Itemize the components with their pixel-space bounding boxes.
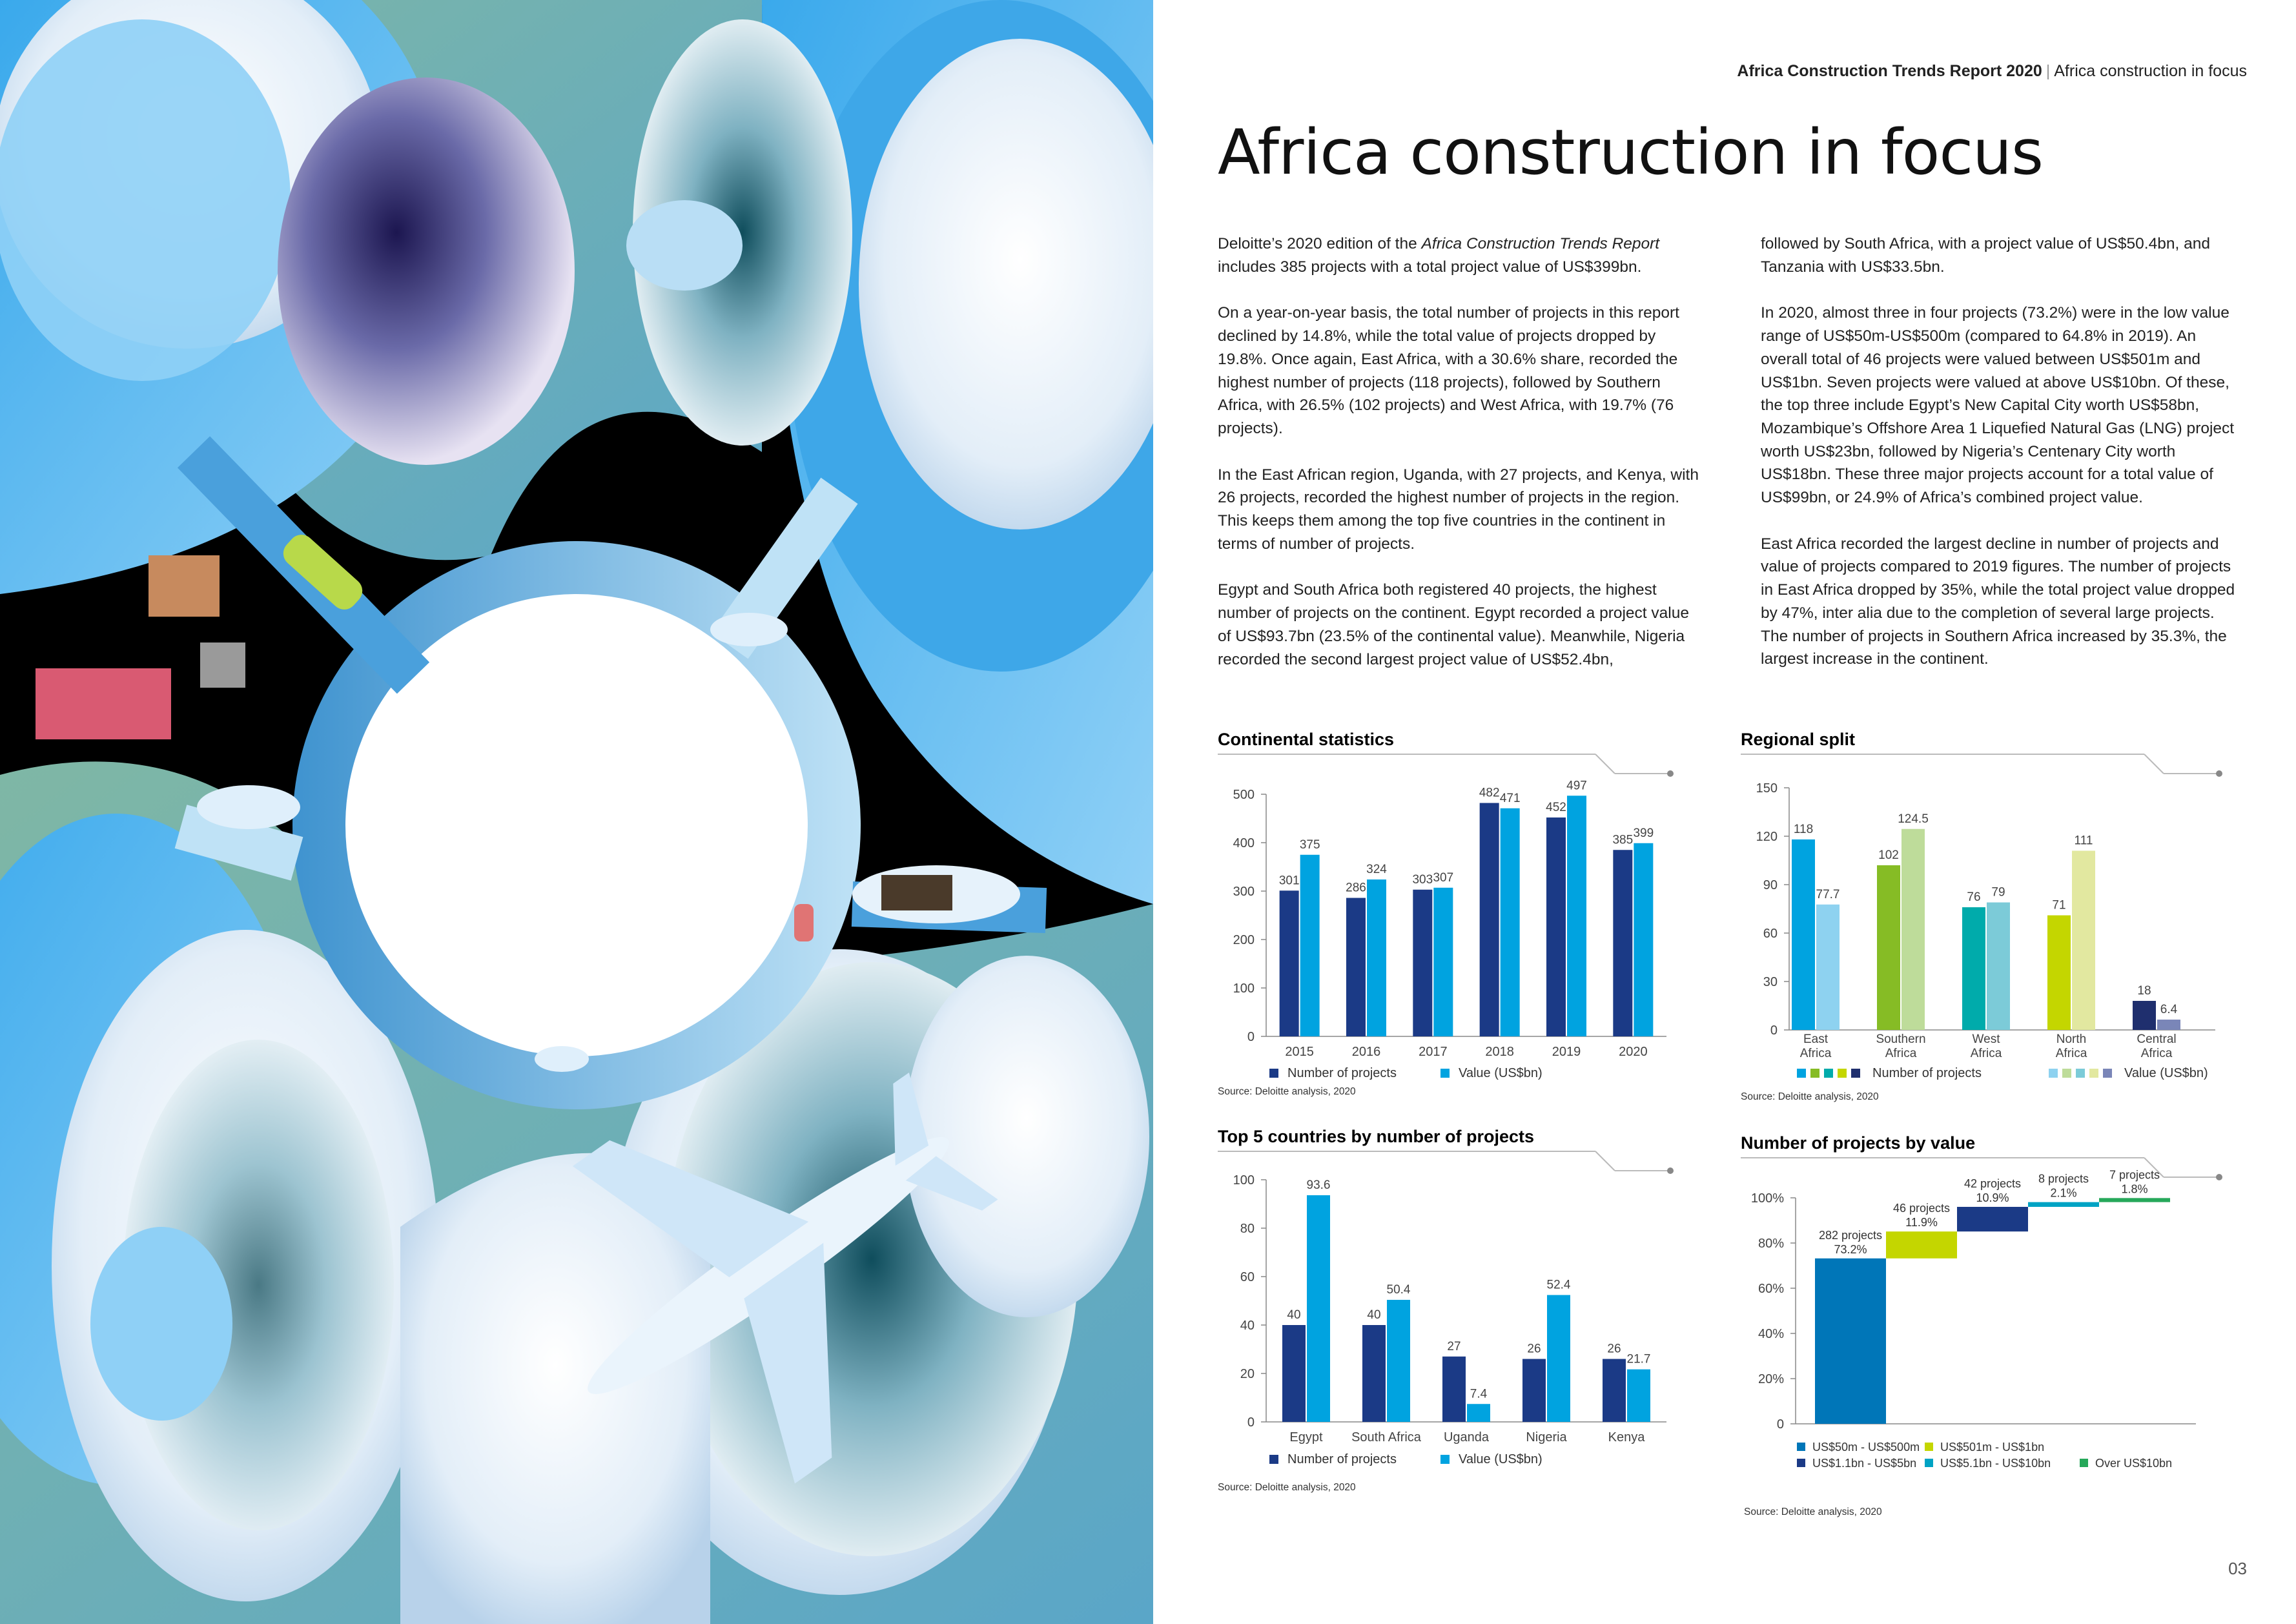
y-tick-label: 100: [1233, 1173, 1255, 1187]
data-label: 6.4: [2160, 1003, 2178, 1016]
paragraph: In 2020, almost three in four projects (73.2%) were in the low value range of US$50m-US$500m (compared to 64.8% in 2019). An overall total of 46 projects were valued between US$501m and US$1bn. Seven projects were valued at above US$10bn. Of these, the top three include Egypt’s New Capital City worth US$58bn, Mozambique’s Offshore Area 1 Liquefied Natural Gas (LNG) project worth US$23bn, followed by Nigeria’s Centenary City worth US$18bn. These three major projects account for a total value of US$99bn, or 24.9% of Africa’s combined project value.: [1761, 304, 2235, 507]
bar: [2047, 916, 2071, 1031]
legend-label: Value (US$bn): [1459, 1452, 1543, 1466]
y-tick-label: 400: [1233, 836, 1255, 850]
data-label: 2.1%: [2050, 1186, 2077, 1200]
x-tick-label: 2018: [1485, 1045, 1514, 1059]
waterfall-bar: [1957, 1207, 2028, 1231]
y-tick-label: 120: [1756, 830, 1778, 844]
body-text: [1218, 232, 2244, 694]
data-label: 497: [1566, 779, 1587, 793]
data-label: 286: [1346, 881, 1366, 895]
chart-title-top5: Top 5 countries by number of projects: [1218, 1127, 1535, 1146]
y-tick-label: 20: [1240, 1367, 1255, 1381]
chart-title-by-value: Number of projects by value: [1741, 1133, 1976, 1153]
legend-swatch: [1925, 1443, 1933, 1451]
data-label: 111: [2074, 834, 2093, 848]
top5-countries-chart: [1215, 1149, 1679, 1485]
regional-split-chart: [1737, 752, 2228, 1114]
y-tick-label: 90: [1763, 878, 1778, 892]
data-label: 482: [1479, 786, 1500, 800]
data-label: 124.5: [1898, 812, 1929, 826]
data-label: 399: [1633, 826, 1654, 840]
data-label: 46 projects: [1892, 1202, 1951, 1215]
legend-label: US$50m - US$500m: [1812, 1441, 1920, 1454]
data-label: 375: [1299, 838, 1320, 852]
waterfall-bar: [1815, 1259, 1886, 1424]
bar: [1634, 843, 1653, 1036]
legend-swatch: [1797, 1069, 1806, 1078]
data-label: 52.4: [1546, 1278, 1571, 1292]
bar: [1901, 829, 1925, 1030]
data-label: 73.2%: [1834, 1242, 1867, 1256]
legend-swatch: [1838, 1069, 1847, 1078]
bar: [1547, 1295, 1570, 1423]
bar: [1987, 903, 2010, 1031]
x-tick-label: Central: [2137, 1033, 2177, 1046]
bar: [1467, 1404, 1490, 1422]
y-tick-label: 40: [1240, 1319, 1255, 1333]
y-tick-label: 0: [1770, 1023, 1778, 1038]
y-tick-label: 100%: [1750, 1191, 1784, 1206]
bar: [1877, 865, 1900, 1030]
x-tick-label: Kenya: [1608, 1430, 1645, 1444]
bar: [1282, 1325, 1306, 1422]
legend-swatch: [1824, 1069, 1833, 1078]
waterfall-bar: [1886, 1231, 1957, 1259]
legend-swatch: [1269, 1455, 1278, 1464]
bar: [1300, 855, 1320, 1036]
chart-source: Source: Deloitte analysis, 2020: [1218, 1086, 1356, 1097]
data-label: 40: [1367, 1308, 1381, 1322]
page-title: Africa construction in focus: [1218, 116, 2044, 189]
x-tick-label: 2020: [1619, 1045, 1648, 1059]
y-tick-label: 300: [1233, 885, 1255, 899]
data-label: 7 projects: [2109, 1168, 2160, 1182]
y-tick-label: 20%: [1758, 1372, 1784, 1386]
data-label: 102: [1878, 848, 1899, 862]
data-label: 1.8%: [2121, 1182, 2148, 1196]
y-tick-label: 60%: [1758, 1282, 1784, 1296]
data-label: 307: [1433, 870, 1454, 885]
legend-label: Number of projects: [1872, 1066, 1982, 1080]
bar: [1546, 817, 1566, 1036]
x-tick-label: South Africa: [1351, 1430, 1421, 1444]
x-tick-label: 2017: [1419, 1045, 1448, 1059]
x-tick-label: West: [1972, 1033, 2000, 1046]
waterfall-bar: [2028, 1202, 2099, 1207]
y-tick-label: 150: [1756, 781, 1778, 796]
y-tick-label: 40%: [1758, 1327, 1784, 1341]
legend-swatch: [2062, 1069, 2071, 1078]
data-label: 50.4: [1386, 1283, 1411, 1297]
paragraph: On a year-on-year basis, the total number of projects in this report declined by 14.8%, while the total value of projects dropped by 19.8%. Once again, East Africa, with a 30.6% share, recorded the highest number of projects (118 projects), followed by Southern Africa, with 26.5% (102 projects) and West Africa, with 19.7% (76 projects).: [1218, 304, 1679, 437]
data-label: 10.9%: [1976, 1191, 2009, 1204]
data-label: 7.4: [1470, 1387, 1488, 1401]
data-label: 452: [1546, 801, 1566, 814]
legend-swatch: [2080, 1459, 2088, 1467]
y-tick-label: 0: [1247, 1415, 1255, 1430]
x-tick-label: Southern: [1876, 1033, 1926, 1046]
x-tick-label: Uganda: [1443, 1430, 1490, 1444]
chart-title-regional: Regional split: [1741, 730, 1856, 749]
legend-label: US$501m - US$1bn: [1940, 1441, 2045, 1454]
legend-swatch: [1851, 1069, 1860, 1078]
bar: [2133, 1001, 2156, 1030]
legend-swatch: [1440, 1455, 1450, 1464]
continental-statistics-chart: [1215, 752, 1679, 1114]
y-tick-label: 60: [1240, 1270, 1255, 1284]
y-tick-label: 100: [1233, 982, 1255, 996]
chart-rule-dot: [1667, 1167, 1674, 1174]
data-label: 8 projects: [2038, 1172, 2089, 1186]
x-tick-label: Africa: [2055, 1047, 2087, 1060]
bar: [2157, 1020, 2180, 1030]
data-label: 301: [1278, 874, 1300, 888]
data-label: 324: [1366, 863, 1387, 876]
chart-rule: [1595, 1151, 1615, 1171]
data-label: 118: [1793, 823, 1814, 836]
chart-rule-dot: [2216, 770, 2222, 777]
chart-source: Source: Deloitte analysis, 2020: [1744, 1506, 1882, 1517]
legend-swatch: [2103, 1069, 2112, 1078]
legend-label: Over US$10bn: [2095, 1457, 2173, 1470]
chart-title-continental: Continental statistics: [1218, 730, 1395, 749]
x-tick-label: North: [2056, 1033, 2087, 1046]
text-run: includes 385 projects with a total project value of US$399bn.: [1218, 258, 1642, 276]
section-name: Africa construction in focus: [2054, 62, 2247, 80]
data-label: 77.7: [1816, 887, 1840, 901]
y-tick-label: 80: [1240, 1222, 1255, 1236]
data-label: 11.9%: [1905, 1216, 1938, 1229]
y-tick-label: 60: [1763, 927, 1778, 941]
bar: [1627, 1370, 1650, 1422]
bar: [1816, 905, 1840, 1030]
chart-rule: [2144, 754, 2164, 774]
text-column-right: [1761, 232, 2244, 694]
data-label: 27: [1447, 1339, 1461, 1353]
report-page: [1153, 0, 2296, 1624]
waterfall-bar: [2099, 1198, 2170, 1202]
x-tick-label: Africa: [1885, 1047, 1917, 1060]
bar: [1280, 890, 1299, 1036]
data-label: 21.7: [1626, 1352, 1651, 1366]
data-label: 42 projects: [1963, 1177, 2022, 1190]
legend-label: US$5.1bn - US$10bn: [1940, 1457, 2051, 1470]
data-label: 40: [1287, 1308, 1301, 1322]
report-title-italic: Africa Construction Trends Report: [1421, 235, 1660, 252]
y-tick-label: 0: [1247, 1030, 1255, 1044]
bar: [1613, 850, 1632, 1036]
x-tick-label: Egypt: [1289, 1430, 1323, 1444]
legend-swatch: [2089, 1069, 2098, 1078]
x-tick-label: East: [1803, 1033, 1829, 1046]
bar: [1433, 888, 1453, 1036]
bar: [2072, 851, 2095, 1031]
x-tick-label: Nigeria: [1526, 1430, 1567, 1444]
chart-rule-dot: [2216, 1174, 2222, 1180]
y-tick-label: 200: [1233, 933, 1255, 947]
paragraph: followed by South Africa, with a project value of US$50.4bn, and Tanzania with US$33.5bn.: [1761, 235, 2210, 276]
bar: [1603, 1359, 1626, 1423]
bar: [1346, 898, 1366, 1037]
x-tick-label: Africa: [1970, 1047, 2002, 1060]
bar: [1501, 808, 1520, 1036]
legend-swatch: [1269, 1069, 1278, 1078]
text-column-left: [1218, 232, 1701, 694]
bar: [1442, 1357, 1466, 1422]
bar: [1367, 879, 1386, 1036]
legend-swatch: [1925, 1459, 1933, 1467]
x-tick-label: Africa: [2140, 1047, 2173, 1060]
data-label: 26: [1607, 1342, 1621, 1356]
running-header: Africa Construction Trends Report 2020 | Africa construction in focus: [1737, 62, 2247, 80]
bar: [1962, 907, 1985, 1030]
data-label: 26: [1527, 1342, 1541, 1356]
x-tick-label: 2016: [1351, 1045, 1381, 1059]
y-tick-label: 80%: [1758, 1237, 1784, 1251]
bar: [1413, 890, 1432, 1036]
chart-rule-dot: [1667, 770, 1674, 777]
chart-rule: [1595, 754, 1615, 774]
legend-label: Value (US$bn): [2124, 1066, 2208, 1080]
projects-by-value-chart: [1737, 1156, 2228, 1492]
data-label: 385: [1612, 833, 1634, 847]
bar: [1480, 803, 1499, 1037]
bar: [1387, 1300, 1410, 1422]
x-tick-label: Africa: [1799, 1047, 1832, 1060]
data-label: 71: [2052, 898, 2066, 912]
data-label: 79: [1991, 885, 2005, 899]
y-tick-label: 500: [1233, 788, 1255, 802]
paragraph: Egypt and South Africa both registered 40 projects, the highest number of projects on the continent. Egypt recorded a project value of US$93.7bn (23.5% of the continental value). Meanwhile, Nigeria recorded the second largest project value of US$52.4bn,: [1218, 581, 1689, 668]
legend-label: US$1.1bn - US$5bn: [1812, 1457, 1917, 1470]
legend-label: Number of projects: [1287, 1066, 1397, 1080]
bar: [1307, 1195, 1330, 1422]
paragraph: East Africa recorded the largest decline in number of projects and value of projects compared to 2019 figures. The number of projects in East Africa dropped by 35%, while the total project value dropped by 47%, inter alia due to the completion of several large projects. The number of projects in Southern Africa increased by 35.3%, the largest increase in the continent.: [1761, 535, 2235, 668]
legend-swatch: [2049, 1069, 2058, 1078]
y-tick-label: 30: [1763, 975, 1778, 989]
bar: [1362, 1325, 1386, 1422]
legend-swatch: [1797, 1459, 1805, 1467]
data-label: 471: [1499, 791, 1521, 805]
legend-label: Number of projects: [1287, 1452, 1397, 1466]
chart-source: Source: Deloitte analysis, 2020: [1218, 1482, 1356, 1493]
legend-swatch: [2076, 1069, 2085, 1078]
page-number: 03: [2228, 1559, 2247, 1578]
bar: [1567, 796, 1586, 1036]
chart-source: Source: Deloitte analysis, 2020: [1741, 1091, 1879, 1102]
bar: [1522, 1359, 1546, 1423]
x-tick-label: 2019: [1552, 1045, 1581, 1059]
paragraph: In the East African region, Uganda, with 27 projects, and Kenya, with 26 projects, recorded the highest number of projects in the region. This keeps them among the top five countries in the continent in terms of number of projects.: [1218, 466, 1699, 553]
text-run: Deloitte’s 2020 edition of the: [1218, 235, 1422, 252]
legend-swatch: [1810, 1069, 1819, 1078]
legend-label: Value (US$bn): [1459, 1066, 1543, 1080]
x-tick-label: 2015: [1285, 1045, 1314, 1059]
data-label: 18: [2137, 984, 2151, 998]
data-label: 282 projects: [1818, 1228, 1883, 1242]
data-label: 303: [1412, 872, 1433, 887]
report-name: Africa Construction Trends Report 2020: [1737, 62, 2042, 80]
paragraph: [1218, 232, 1701, 278]
data-label: 76: [1967, 890, 1981, 904]
data-label: 93.6: [1306, 1178, 1331, 1192]
y-tick-label: 0: [1776, 1417, 1784, 1432]
legend-swatch: [1440, 1069, 1450, 1078]
legend-swatch: [1797, 1443, 1805, 1451]
bar: [1792, 839, 1815, 1030]
